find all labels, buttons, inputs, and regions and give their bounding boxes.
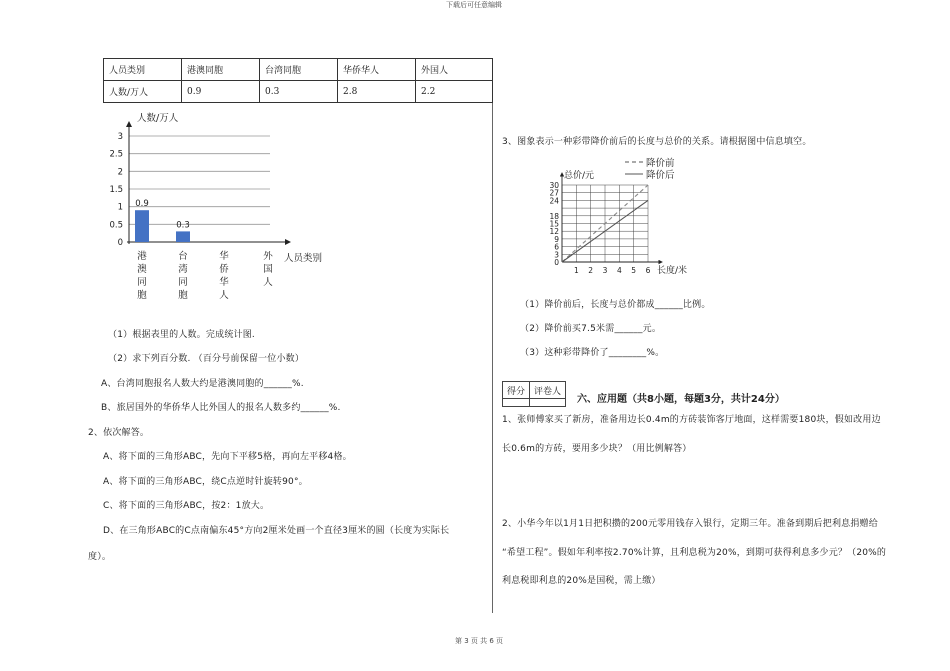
q2-item-c: C、将下面的三角形ABC，按2：1放大。 (103, 501, 270, 511)
x-tick-label: 1 (573, 266, 579, 275)
x-tick-label: 台 (178, 251, 188, 262)
y-tick-label: 30 (549, 181, 559, 190)
x-tick-label: 胞 (178, 290, 188, 301)
table-cell: 0.3 (260, 81, 338, 103)
problem2-line1: 2、小华今年以1月1日把积攒的200元零用钱存入银行，定期三年。准备到期后把利息捐赠给 (502, 519, 878, 529)
x-tick-label: 澳 (137, 264, 147, 275)
y-tick-label: 0 (117, 238, 123, 248)
y-tick-label: 3 (117, 132, 123, 142)
y-tick-label: 0.5 (109, 220, 123, 231)
q3-part1: （1）降价前后，长度与总价都成______比例。 (520, 300, 711, 310)
x-tick-label: 同 (137, 277, 147, 288)
y-tick-label: 1 (117, 202, 123, 213)
x-tick-label: 4 (616, 266, 622, 275)
x-tick-label: 外 (263, 251, 273, 262)
grader-cell[interactable] (530, 399, 566, 407)
x-axis-label: 人员类别 (284, 253, 323, 264)
y-axis-label: 人数/万人 (137, 113, 179, 124)
section-title: 六、应用题（共8小题，每题3分，共计24分） (577, 394, 785, 405)
y-axis-label: 总价/元 (564, 171, 595, 181)
x-tick-label: 胞 (137, 290, 147, 301)
q2-item-d-cont: 度）。 (88, 552, 112, 562)
q2-item-d: D、在三角形ABC的C点南偏东45°方向2厘米处画一个直径3厘米的圆（长度为实际长 (103, 526, 450, 536)
problem2-line3: 利息税即利息的20%是国税，需上缴） (502, 576, 661, 586)
x-tick-label: 人 (219, 290, 229, 301)
column-divider (492, 58, 493, 613)
table-cell: 华侨华人 (338, 59, 416, 81)
score-cell[interactable] (503, 399, 530, 407)
score-box (502, 381, 566, 407)
problem1-line1: 1、张师傅家买了新房，准备用边长0.4m的方砖装饰客厅地面，这样需要180块，假如改用边 (502, 415, 881, 425)
score-label: 得分 (503, 382, 530, 399)
bar-台湾同胞 (176, 231, 190, 242)
y-tick-label: 12 (549, 227, 559, 237)
y-tick-label: 6 (554, 242, 559, 252)
y-tick-label: 2.5 (109, 149, 123, 160)
x-tick-label: 华 (219, 251, 229, 262)
table-row (104, 59, 493, 81)
x-tick-label: 华 (219, 277, 229, 288)
y-tick-label: 18 (549, 211, 559, 221)
q1-part2-b: B、旅居国外的华侨华人比外国人的报名人数多约______%. (101, 403, 341, 413)
y-tick-label: 15 (549, 219, 559, 229)
page-number: 第 3 页 共 6 页 (455, 637, 504, 645)
problem2-line2: “希望工程”。假如年利率按2.70%计算，且利息税为20%，到期可获得利息多少元？（20%的 (502, 548, 887, 558)
q3-part2: （2）降价前买7.5米需______元。 (520, 324, 662, 334)
x-tick-label: 6 (645, 266, 651, 275)
grader-label: 评卷人 (530, 382, 566, 399)
y-tick-label: 2 (117, 167, 123, 178)
table-cell: 2.8 (338, 81, 416, 103)
bar-港澳同胞 (135, 210, 149, 242)
q2-item-a: A、将下面的三角形ABC，先向下平移5格，再向左平移4格。 (103, 452, 352, 462)
q3-part3: （3）这种彩带降价了________%。 (520, 348, 665, 358)
table-cell: 2.2 (416, 81, 493, 103)
header-note: 下载后可任意编辑 (446, 1, 502, 9)
legend-label: 降价后 (646, 170, 675, 181)
x-tick-label: 3 (602, 266, 608, 275)
x-tick-label: 5 (631, 266, 637, 275)
legend-label: 降价前 (646, 158, 675, 169)
y-tick-label: 3 (554, 250, 559, 260)
table-row (104, 81, 493, 103)
x-axis-label: 长度/米 (657, 266, 688, 276)
problem1-line2: 长0.6m的方砖，要用多少块？（用比例解答） (502, 444, 692, 454)
bar-data-label: 0.9 (135, 199, 149, 210)
q1-part2: （2）求下列百分数. （百分号前保留一位小数） (108, 354, 305, 364)
table-cell: 人员类别 (104, 59, 182, 81)
y-tick-label: 0 (554, 258, 559, 267)
table-cell: 0.9 (182, 81, 260, 103)
q2-item-a2: A、将下面的三角形ABC，绕C点逆时针旋转90°。 (103, 477, 308, 487)
table-cell: 人数/万人 (104, 81, 182, 103)
q3-title: 3、图象表示一种彩带降价前后的长度与总价的关系。请根据图中信息填空。 (502, 137, 812, 147)
y-tick-label: 24 (549, 196, 559, 206)
x-tick-label: 湾 (178, 264, 188, 275)
y-tick-label: 9 (554, 234, 559, 244)
population-table (103, 58, 493, 103)
table-cell: 港澳同胞 (182, 59, 260, 81)
x-tick-label: 同 (178, 277, 188, 288)
y-tick-label: 27 (549, 188, 559, 198)
bar-chart (100, 105, 360, 305)
line-chart (535, 152, 705, 282)
y-tick-label: 1.5 (109, 185, 123, 195)
x-tick-label: 国 (263, 264, 273, 275)
x-tick-label: 人 (263, 277, 273, 288)
x-tick-label: 侨 (219, 264, 229, 275)
table-cell: 台湾同胞 (260, 59, 338, 81)
x-tick-label: 港 (137, 251, 147, 262)
q1-part2-a: A、台湾同胞报名人数大约是港澳同胞的______%. (101, 379, 304, 389)
table-cell: 外国人 (416, 59, 493, 81)
q2-title: 2、依次解答。 (88, 428, 150, 438)
x-tick-label: 2 (588, 266, 594, 275)
bar-data-label: 0.3 (176, 220, 190, 231)
q1-part1: （1）根据表里的人数。完成统计图. (108, 330, 255, 340)
